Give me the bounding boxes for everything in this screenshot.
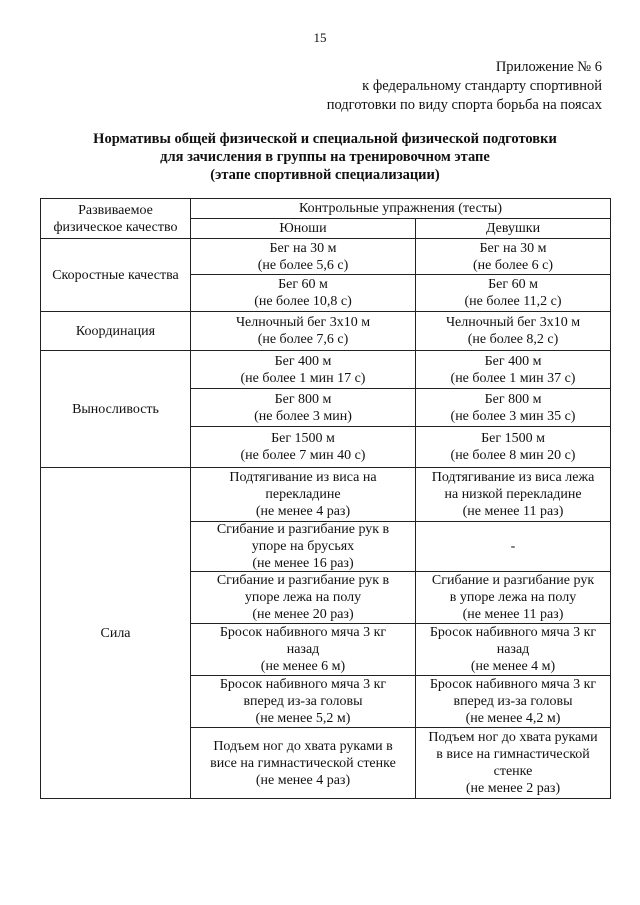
quality-group-row [41,239,611,312]
boys-exercise [191,427,415,467]
girls-exercise [416,522,610,572]
exercise-line: Бег 1500 м [271,431,335,446]
girls-exercise [416,312,610,350]
boys-exercises-cell [191,239,416,312]
quality-cell: Скоростные качества [41,239,191,312]
exercise-line: (не менее 4,2 м) [465,711,561,726]
exercise-line: (не более 11,2 с) [464,294,562,309]
header-girls: Девушки [416,219,611,239]
boys-exercise [191,572,415,624]
title-line: Нормативы общей физической и специальной физической подготовки [93,131,557,147]
boys-exercise [191,468,415,522]
boys-exercise [191,676,415,728]
exercise-line: Бег 1500 м [481,431,545,446]
boys-exercise [191,728,415,798]
exercise-line: Бег 800 м [484,391,542,407]
exercise-line: (не менее 2 раз) [465,781,561,796]
page-number: 15 [313,30,327,45]
girls-exercise [416,239,610,275]
boys-exercises-cell [191,312,416,351]
header-quality-line: Развиваемое [78,202,153,218]
exercise-line: в упоре лежа на полу [449,590,577,605]
exercise-line: (не менее 4 м) [470,659,556,674]
boys-exercise [191,522,415,572]
boys-exercise [191,389,415,427]
appendix-header [327,58,602,115]
exercise-line: (не более 6 с) [472,257,554,273]
exercise-line: (не более 8 мин 20 с) [450,448,576,463]
header-tests: Контрольные упражнения (тесты) [191,199,611,219]
exercise-line: (не более 8,2 с) [467,332,559,347]
boys-exercise [191,351,415,389]
exercise-line: на низкой перекладине [444,487,582,502]
exercise-line: (не менее 4 раз) [255,772,351,788]
exercise-line: назад [286,642,320,657]
quality-group-row [41,351,611,468]
exercise-line: в висе на гимнастической [436,747,590,762]
girls-exercise [416,351,610,389]
exercise-line: Бросок набивного мяча 3 кг [219,677,387,692]
exercise-line: (не более 1 мин 37 с) [450,370,576,386]
exercise-line: (не более 7 мин 40 с) [240,448,366,463]
girls-exercise [416,624,610,676]
exercise-line: висе на гимнастической стенке [210,755,396,771]
appendix-line: к федеральному стандарту спортивной [362,78,602,94]
exercise-line: вперед из-за головы [243,694,363,709]
girls-exercises-cell [416,468,611,799]
header-quality [41,199,191,239]
exercise-line: (не более 7,6 с) [257,332,349,347]
exercise-line: Челночный бег 3х10 м [235,315,371,330]
exercise-line: Бег 400 м [274,353,332,369]
girls-exercise [416,676,610,728]
exercise-line: Подъем ног до хвата руками в [213,738,393,754]
boys-exercise [191,624,415,676]
quality-cell: Сила [41,468,191,799]
boys-exercises-cell [191,351,416,468]
exercise-line: Бег 60 м [488,277,538,292]
girls-exercise [416,427,610,467]
exercise-line: Сгибание и разгибание рук в [216,573,390,588]
appendix-line: Приложение № 6 [495,59,602,75]
quality-cell: Координация [41,312,191,351]
girls-exercise [416,389,610,427]
exercise-line: (не менее 11 раз) [462,504,564,519]
title-line: (этапе спортивной специализации) [210,167,440,183]
girls-exercises-cell [416,239,611,312]
girls-exercise [416,572,610,624]
exercise-line: Бросок набивного мяча 3 кг [219,625,387,640]
exercise-line: Подтягивание из виса лежа [431,470,595,485]
document-title [40,130,610,184]
exercise-line: Бег на 30 м [479,240,547,256]
exercise-line: (не более 10,8 с) [254,294,352,309]
exercise-line: вперед из-за головы [453,694,573,709]
boys-exercise [191,312,415,350]
exercise-line: упоре на брусьях [251,539,355,554]
exercise-line: (не более 5,6 с) [257,257,349,273]
exercise-line: (не более 1 мин 17 с) [240,370,366,386]
exercise-line: Подъем ног до хвата руками [428,730,598,745]
exercise-line: Бег 400 м [484,353,542,369]
exercise-line: (не менее 6 м) [260,659,346,674]
exercise-line: Подтягивание из виса на [229,470,377,485]
boys-exercise [191,239,415,275]
title-line: для зачисления в группы на тренировочном этапе [160,149,490,165]
exercise-line: Бросок набивного мяча 3 кг [429,625,597,640]
exercise-line: Бег 60 м [278,277,328,292]
norms-body [41,239,611,799]
girls-exercises-cell [416,351,611,468]
boys-exercises-cell [191,468,416,799]
exercise-line: назад [496,642,530,657]
exercise-line: Бег 800 м [274,391,332,407]
exercise-line: (не более 3 мин 35 с) [450,408,576,424]
quality-group-row [41,468,611,799]
exercise-line: стенке [493,764,533,779]
exercise-line: (не более 3 мин) [254,408,352,424]
exercise-line: (не менее 20 раз) [252,607,354,622]
exercise-line: упоре лежа на полу [244,590,362,605]
exercise-line: (не менее 5,2 м) [255,711,351,726]
girls-exercise [416,275,610,311]
exercise-line: Бег на 30 м [269,240,337,256]
girls-exercise [416,728,610,798]
exercise-line: Челночный бег 3х10 м [445,315,581,330]
girls-exercise [416,468,610,522]
quality-group-row [41,312,611,351]
exercise-line: - [510,539,516,554]
header-boys: Юноши [191,219,416,239]
exercise-line: (не менее 4 раз) [255,504,351,519]
header-quality-line: физическое качество [53,219,178,235]
boys-exercise [191,275,415,311]
exercise-line: Сгибание и разгибание рук [431,573,595,588]
norms-table [40,198,611,799]
girls-exercises-cell [416,312,611,351]
appendix-line: подготовки по виду спорта борьба на поясах [326,97,602,113]
quality-cell: Выносливость [41,351,191,468]
exercise-line: перекладине [265,487,341,502]
exercise-line: Бросок набивного мяча 3 кг [429,677,597,692]
exercise-line: (не менее 11 раз) [462,607,564,622]
exercise-line: Сгибание и разгибание рук в [216,522,390,537]
exercise-line: (не менее 16 раз) [252,556,354,571]
